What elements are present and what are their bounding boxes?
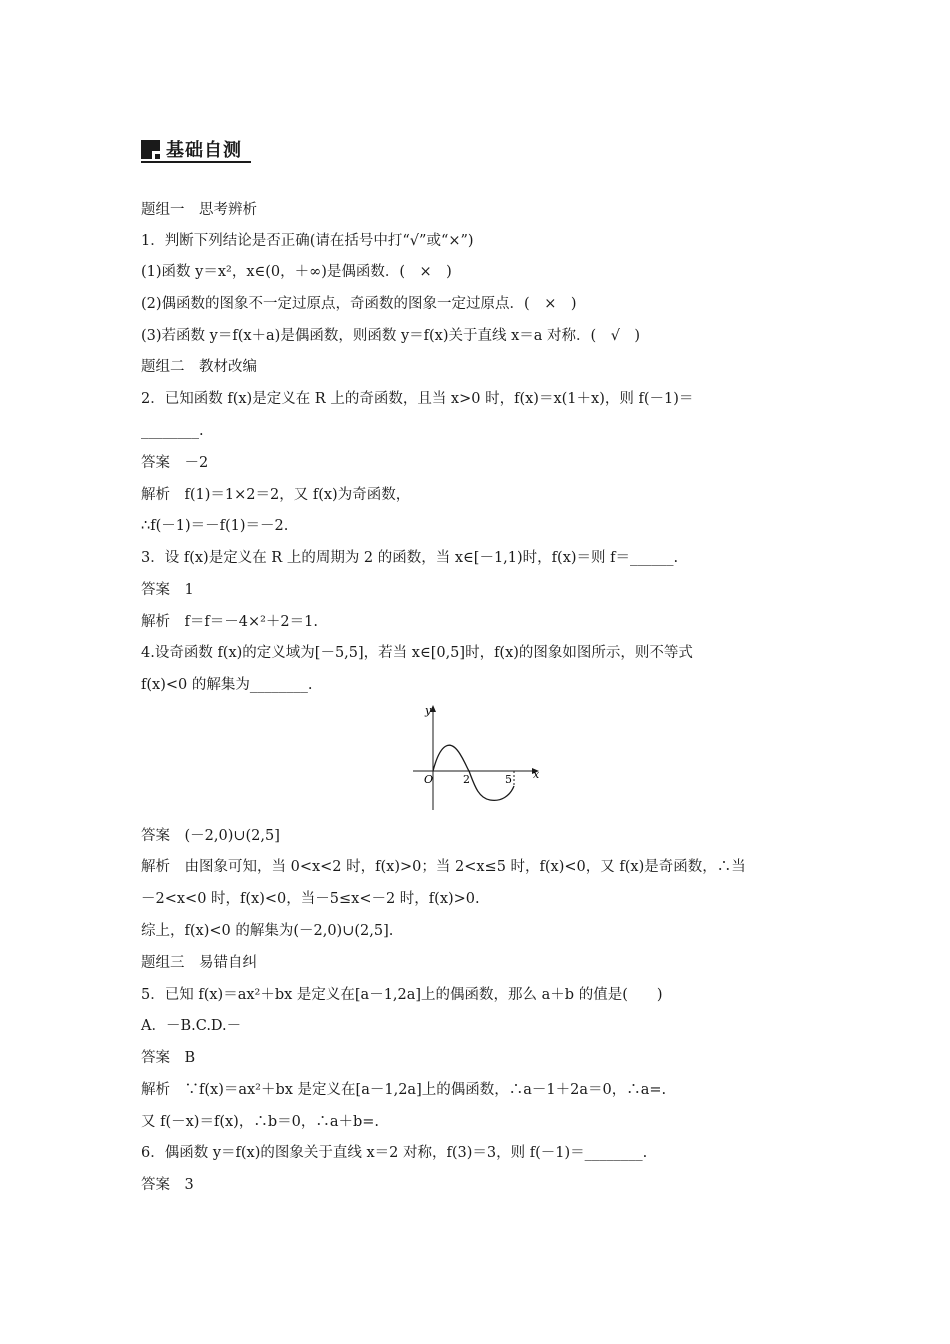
section-title: 基础自测 (166, 140, 242, 161)
function-curve (433, 745, 514, 800)
y-axis-label: y (425, 704, 432, 717)
analysis-5: 解析 ∵f(x)＝ax²＋bx 是定义在[a－1,2a]上的偶函数，∴a－1＋2a＝0，∴a=. (141, 1082, 667, 1098)
tick-label-5: 5 (505, 773, 512, 786)
analysis-2: 解析 f(1)＝1×2＝2，又 f(x)为奇函数， (141, 487, 411, 503)
question-1-part-1: (1)函数 y＝x²，x∈(0，＋∞)是偶函数．( × ) (141, 264, 452, 280)
answer-6: 答案 3 (141, 1177, 194, 1193)
question-2: 2．已知函数 f(x)是定义在 R 上的奇函数，且当 x>0 时，f(x)＝x(1＋x)，则 f(－1)＝ (141, 391, 694, 407)
section-header (141, 136, 242, 162)
question-1-part-2: (2)偶函数的图象不一定过原点，奇函数的图象一定过原点．( × ) (141, 296, 577, 312)
group-heading-1: 题组一 思考辨析 (141, 202, 257, 218)
x-axis-label: x (533, 768, 540, 781)
question-3: 3．设 f(x)是定义在 R 上的周期为 2 的函数，当 x∈[－1,1)时，f(x)＝则 f＝______. (141, 550, 679, 566)
function-graph-figure (408, 702, 548, 814)
question-5-options: A．－B.C.D.－ (141, 1018, 242, 1034)
analysis-4: 解析 由图象可知，当 0<x<2 时，f(x)>0；当 2<x≤5 时，f(x)<0，又 f(x)是奇函数，∴当 (141, 859, 746, 875)
answer-2: 答案 －2 (141, 455, 209, 471)
analysis-4-summary: 综上，f(x)<0 的解集为(－2,0)∪(2,5]. (141, 923, 394, 939)
question-1-part-3: (3)若函数 y＝f(x＋a)是偶函数，则函数 y＝f(x)关于直线 x＝a 对称．( √ ) (141, 328, 641, 344)
tick-label-2: 2 (463, 773, 470, 786)
analysis-4-cont: －2<x<0 时，f(x)<0，当－5≤x<－2 时，f(x)>0. (141, 891, 480, 907)
section-underline (141, 161, 251, 163)
analysis-2-cont: ∴f(－1)＝－f(1)＝－2. (141, 518, 289, 534)
answer-4: 答案 (－2,0)∪(2,5] (141, 828, 280, 844)
question-4-cont: f(x)<0 的解集为________. (141, 677, 313, 693)
group-heading-2: 题组二 教材改编 (141, 359, 257, 375)
group-heading-3: 题组三 易错自纠 (141, 955, 257, 971)
question-4: 4.设奇函数 f(x)的定义域为[－5,5]，若当 x∈[0,5]时，f(x)的图象如图所示，则不等式 (141, 645, 693, 661)
answer-5: 答案 B (141, 1050, 196, 1066)
question-2-blank: ________. (141, 423, 204, 439)
question-5: 5．已知 f(x)＝ax²＋bx 是定义在[a－1,2a]上的偶函数，那么 a＋b 的值是( ) (141, 987, 663, 1003)
analysis-5-cont: 又 f(－x)＝f(x)，∴b＝0，∴a＋b=. (141, 1114, 380, 1130)
analysis-3: 解析 f＝f＝－4×²＋2＝1. (141, 614, 318, 630)
origin-label: O (424, 773, 434, 786)
answer-3: 答案 1 (141, 582, 194, 598)
section-square-icon (141, 140, 160, 159)
question-1: 1．判断下列结论是否正确(请在括号中打“√”或“×”) (141, 233, 474, 249)
question-6: 6．偶函数 y＝f(x)的图象关于直线 x＝2 对称，f(3)＝3，则 f(－1)＝________. (141, 1145, 648, 1161)
